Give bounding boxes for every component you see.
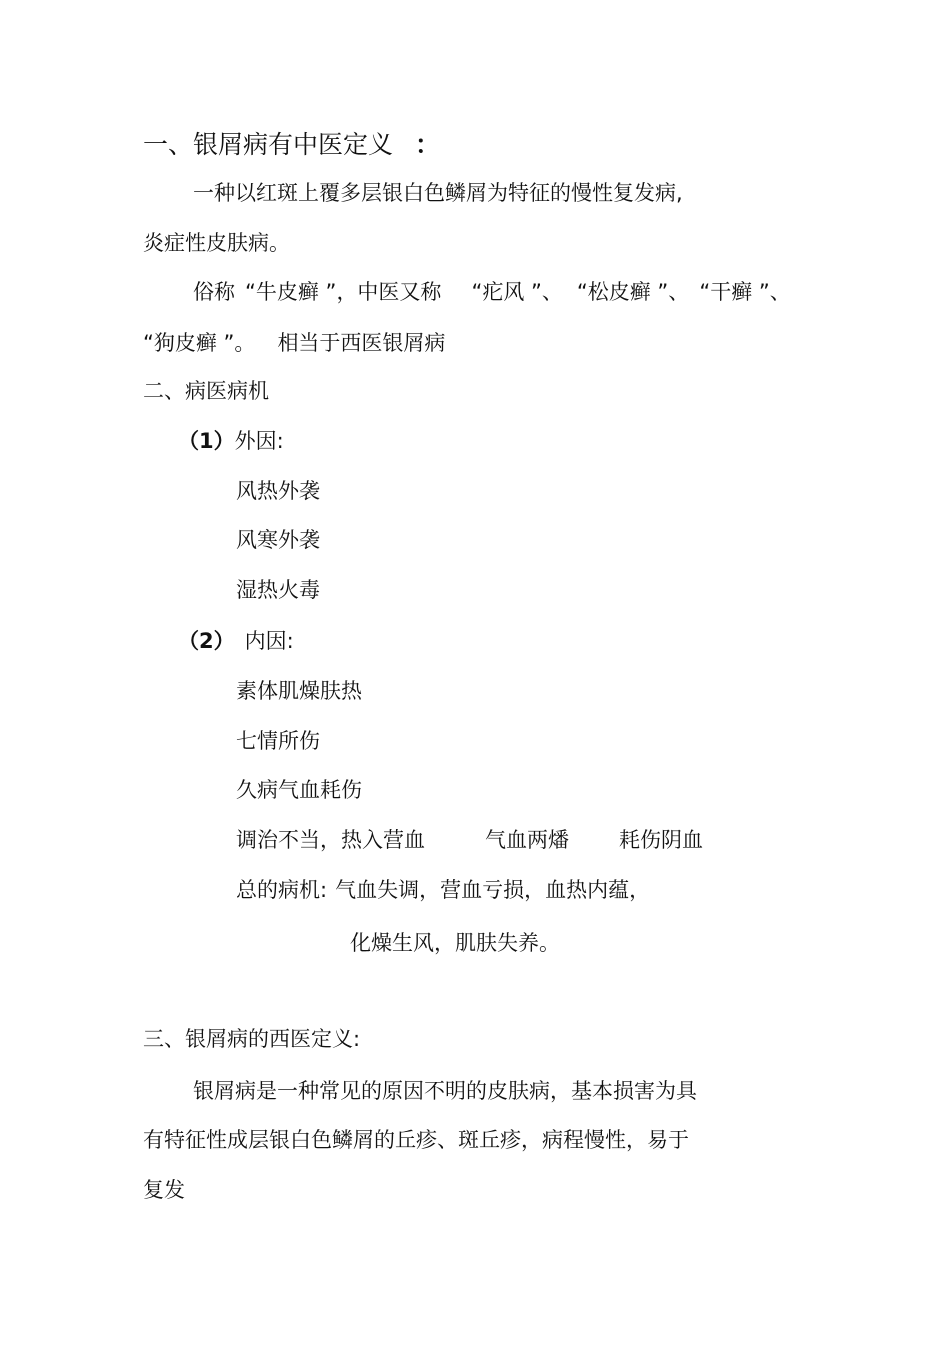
improper-treatment-line — [236, 825, 703, 855]
external-cause-heading — [178, 426, 284, 456]
external-cause-number: （1） — [178, 429, 235, 453]
internal-cause-label: 内因: — [244, 629, 294, 653]
internal-cause-item: 七情所伤 — [236, 729, 320, 753]
section2-title: 二、病医病机 — [143, 379, 269, 403]
overall-pathogenesis-line1 — [236, 875, 650, 905]
internal-cause-item: 久病气血耗伤 — [236, 778, 362, 802]
section1-title-colon: ： — [415, 130, 441, 159]
section3-line3: 复发 — [143, 1178, 185, 1202]
external-cause-item: 风热外袭 — [236, 479, 320, 503]
alias-songpixuan: “松皮癣 ”、 — [576, 280, 690, 304]
external-cause-label: 外因: — [234, 429, 284, 453]
section1-title: 一、银屑病有中医定义 — [143, 130, 394, 159]
alias-prefix: 俗称 — [193, 280, 235, 304]
improper-treatment-part2: 气血两燔 — [485, 828, 569, 852]
improper-treatment-part3: 耗伤阴血 — [619, 828, 703, 852]
section1-para1-line1: 一种以红斑上覆多层银白色鳞屑为特征的慢性复发病, — [193, 181, 683, 205]
section3-line1: 银屑病是一种常见的原因不明的皮肤病，基本损害为具 — [193, 1079, 697, 1103]
alias-goupixuan: “狗皮癣 ”。 — [143, 331, 256, 355]
internal-cause-item: 素体肌燥肤热 — [236, 679, 362, 703]
external-cause-item: 湿热火毒 — [236, 578, 320, 602]
alias-ganxuan: “干癣 ”、 — [699, 280, 791, 304]
overall-pathogenesis-text1: 气血失调，营血亏损，血热内蕴， — [335, 878, 651, 902]
alias-bifeng: “疕风 ”、 — [471, 280, 563, 304]
external-cause-item: 风寒外袭 — [236, 528, 320, 552]
internal-cause-heading — [178, 626, 294, 656]
alias-separator: ，中医又称 — [336, 280, 442, 304]
internal-cause-number: （2） — [178, 629, 235, 653]
section1-alias-line1 — [193, 277, 791, 307]
overall-pathogenesis-text2: 化燥生风，肌肤失养。 — [350, 931, 560, 955]
section1-title-line — [143, 130, 440, 160]
improper-treatment-part1: 调治不当，热入营血 — [236, 828, 425, 852]
section1-para1-line2: 炎症性皮肤病。 — [143, 231, 290, 255]
section3-title: 三、银屑病的西医定义: — [143, 1027, 361, 1051]
section3-line2: 有特征性成层银白色鳞屑的丘疹、斑丘疹，病程慢性，易于 — [143, 1128, 689, 1152]
alias-equivalent: 相当于西医银屑病 — [277, 331, 446, 355]
alias-niupixuan: “牛皮癣 ” — [245, 280, 337, 304]
overall-pathogenesis-label: 总的病机: — [236, 878, 328, 902]
section1-alias-line2 — [143, 328, 445, 358]
